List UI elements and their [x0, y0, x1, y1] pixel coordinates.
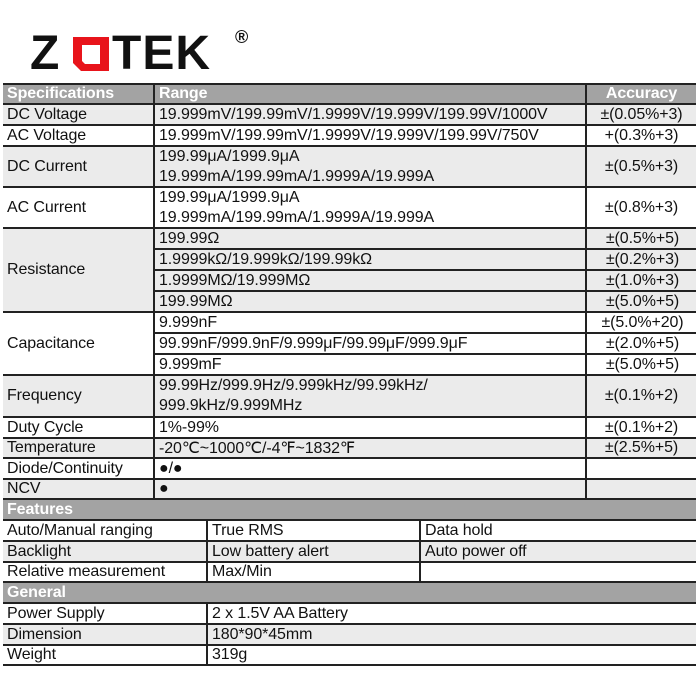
spec-range — [153, 147, 585, 186]
feature-item: Auto/Manual ranging — [7, 521, 153, 539]
spec-range: 1%-99% — [153, 418, 585, 437]
spec-row-temperature — [3, 439, 696, 459]
spec-name: Resistance — [7, 261, 86, 278]
feature-item: Max/Min — [206, 563, 419, 581]
spec-name: AC Voltage — [7, 126, 87, 144]
header-accuracy: Accuracy — [585, 85, 696, 103]
feature-item — [419, 563, 696, 581]
spec-accuracy: ±(5.0%+5) — [585, 292, 696, 311]
spec-name: Capacitance — [7, 334, 95, 352]
features-row — [3, 521, 696, 542]
spec-range — [153, 376, 585, 416]
spec-accuracy: +(0.3%+3) — [585, 126, 696, 145]
features-header-row — [3, 500, 696, 521]
spec-subrow — [155, 229, 696, 250]
spec-subrow — [155, 292, 696, 311]
spec-subrows — [153, 229, 696, 311]
spec-row-ac-voltage — [3, 126, 696, 147]
general-header: General — [7, 583, 66, 601]
spec-range: 1.9999MΩ/19.999MΩ — [159, 271, 311, 289]
header-range: Range — [153, 85, 585, 103]
general-label: Power Supply — [7, 604, 105, 622]
spec-support-dot: ● — [153, 480, 585, 498]
general-row — [3, 604, 696, 625]
spec-name: DC Current — [7, 157, 87, 175]
general-header-row — [3, 583, 696, 604]
spec-accuracy: ±(2.5%+5) — [585, 439, 696, 457]
spec-range-line: 199.99μA/1999.9μA — [159, 188, 300, 206]
spec-accuracy — [585, 459, 696, 478]
spec-range: -20℃~1000℃/-4℉~1832℉ — [153, 439, 585, 457]
features-row — [3, 542, 696, 563]
spec-accuracy — [585, 480, 696, 498]
spec-subrow — [155, 250, 696, 271]
spec-name: AC Current — [7, 198, 87, 216]
spec-accuracy: ±(0.2%+3) — [585, 250, 696, 269]
spec-accuracy: ±(0.1%+2) — [585, 418, 696, 437]
spec-row-capacitance — [3, 313, 696, 376]
general-value: 180*90*45mm — [206, 625, 696, 644]
spec-subrows — [153, 313, 696, 374]
spec-range: 199.99Ω — [159, 229, 220, 247]
feature-item: Relative measurement — [7, 563, 166, 580]
spec-row-dc-current — [3, 147, 696, 188]
spec-accuracy: ±(0.1%+2) — [585, 376, 696, 416]
spec-accuracy: ±(0.5%+5) — [585, 229, 696, 248]
spec-accuracy: ±(2.0%+5) — [585, 334, 696, 353]
feature-item: Auto power off — [419, 542, 696, 561]
spec-accuracy: ±(0.8%+3) — [585, 188, 696, 227]
registered-mark: ® — [235, 27, 249, 47]
logo-red-o-icon — [73, 37, 109, 71]
spec-range: 1.9999kΩ/19.999kΩ/199.99kΩ — [159, 250, 372, 268]
spec-name: Frequency — [7, 387, 82, 404]
spec-name: Duty Cycle — [7, 418, 84, 436]
spec-range-line: 99.99Hz/999.9Hz/9.999kHz/99.99kHz/ — [159, 377, 428, 394]
spec-accuracy: ±(0.05%+3) — [585, 105, 696, 124]
features-header: Features — [7, 500, 73, 518]
spec-range-line: 999.9kHz/9.999MHz — [159, 397, 303, 414]
spec-name: DC Voltage — [7, 105, 87, 123]
spec-accuracy: ±(5.0%+5) — [585, 355, 696, 374]
spec-row-diode-continuity — [3, 459, 696, 480]
spec-support-dots: ●/● — [153, 459, 585, 478]
spec-range-line: 19.999mA/199.99mA/1.9999A/19.999A — [159, 208, 435, 226]
spec-range: 19.999mV/199.99mV/1.9999V/19.999V/199.99V/750V — [153, 126, 585, 145]
spec-row-ncv — [3, 480, 696, 500]
spec-row-ac-current — [3, 188, 696, 229]
spec-range: 199.99MΩ — [159, 292, 233, 310]
general-row — [3, 646, 696, 666]
general-row — [3, 625, 696, 646]
spec-range-line: 199.99μA/1999.9μA — [159, 147, 300, 165]
feature-item: Data hold — [419, 521, 696, 540]
spec-row-frequency — [3, 376, 696, 418]
spec-header-row — [3, 85, 696, 105]
spec-subrow — [155, 334, 696, 355]
header-specifications: Specifications — [7, 85, 115, 102]
feature-item: Low battery alert — [206, 542, 419, 561]
spec-subrow — [155, 355, 696, 374]
spec-range-line: 19.999mA/199.99mA/1.9999A/19.999A — [159, 167, 435, 185]
spec-range — [153, 188, 585, 227]
logo-letters-tek: TEK — [112, 27, 211, 80]
spec-accuracy: ±(0.5%+3) — [585, 147, 696, 186]
general-value: 2 x 1.5V AA Battery — [206, 604, 696, 623]
general-label: Weight — [7, 646, 56, 663]
spec-name: Diode/Continuity — [7, 459, 123, 477]
spec-range: 99.99nF/999.9nF/9.999μF/99.99μF/999.9μF — [159, 334, 468, 352]
spec-accuracy: ±(5.0%+20) — [585, 313, 696, 332]
spec-accuracy: ±(1.0%+3) — [585, 271, 696, 290]
general-label: Dimension — [7, 625, 82, 643]
feature-item: True RMS — [206, 521, 419, 540]
features-row — [3, 563, 696, 583]
spec-subrow — [155, 271, 696, 292]
spec-row-duty-cycle — [3, 418, 696, 439]
spec-subrow — [155, 313, 696, 334]
general-value: 319g — [206, 646, 696, 664]
spec-name: Temperature — [7, 439, 96, 456]
logo-letter-z: Z — [30, 27, 61, 80]
spec-name: NCV — [7, 480, 41, 497]
spec-range: 19.999mV/199.99mV/1.9999V/19.999V/199.99V/1000V — [153, 105, 585, 124]
spec-range: 9.999nF — [159, 313, 218, 331]
spec-row-dc-voltage — [3, 105, 696, 126]
feature-item: Backlight — [7, 542, 72, 560]
spec-row-resistance — [3, 229, 696, 313]
spec-range: 9.999mF — [159, 355, 222, 373]
